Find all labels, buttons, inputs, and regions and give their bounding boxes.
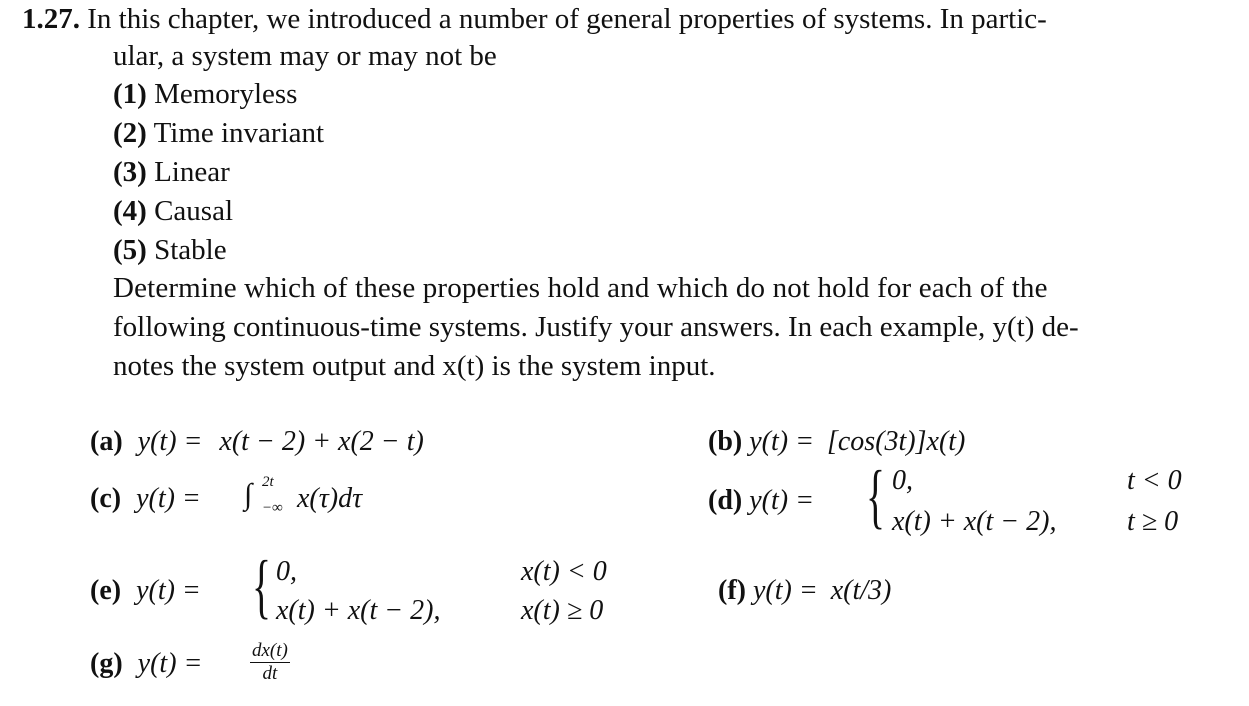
property-item: (3) Linear	[113, 156, 230, 188]
case-e-2: x(t) + x(t − 2),	[276, 595, 441, 626]
problem-header-line	[22, 0, 1047, 38]
integral-sign: ∫	[244, 478, 253, 511]
case-d-1: 0,	[892, 465, 913, 496]
fraction-denominator: dt	[262, 663, 278, 684]
cond-d-1: t < 0	[1127, 465, 1182, 496]
brace-e: {	[252, 546, 272, 626]
intro-line-1: In this chapter, we introduced a number of general properties of systems. In partic-	[87, 3, 1047, 35]
cond-d-2: t ≥ 0	[1127, 506, 1179, 537]
property-item: (4) Causal	[113, 195, 234, 227]
property-item: (5) Stable	[113, 234, 227, 266]
cond-e-2: x(t) ≥ 0	[521, 595, 604, 626]
brace-d: {	[866, 456, 886, 536]
instruction-line-2: following continuous-time systems. Justify your answers. In each example, y(t) de-	[113, 311, 1079, 343]
instruction-line-3: notes the system output and x(t) is the system input.	[113, 350, 716, 382]
part-e: (e) y(t) =	[90, 575, 201, 606]
instruction-line-1: Determine which of these properties hold and which do not hold for each of the	[113, 272, 1048, 304]
part-a: (a) y(t) = x(t − 2) + x(2 − t)	[90, 426, 424, 457]
part-b: (b) y(t) = [cos(3t)]x(t)	[708, 426, 966, 457]
property-item: (2) Time invariant	[113, 117, 325, 149]
part-g: (g) y(t) =	[90, 648, 203, 679]
integral-upper-limit: 2t	[262, 474, 274, 490]
case-e-1: 0,	[276, 556, 297, 587]
integrand: x(τ)dτ	[297, 483, 363, 514]
property-item: (1) Memoryless	[113, 78, 298, 110]
intro-line-2: ular, a system may or may not be	[113, 40, 497, 72]
cond-e-1: x(t) < 0	[521, 556, 607, 587]
derivative-fraction	[250, 640, 290, 685]
integral-lower-limit: −∞	[262, 500, 283, 516]
case-d-2: x(t) + x(t − 2),	[892, 506, 1057, 537]
fraction-numerator: dx(t)	[252, 640, 288, 661]
part-c: (c) y(t) =	[90, 483, 201, 514]
part-f: (f) y(t) = x(t/3)	[718, 575, 892, 606]
problem-number: 1.27.	[22, 3, 80, 35]
part-d: (d) y(t) =	[708, 485, 814, 516]
